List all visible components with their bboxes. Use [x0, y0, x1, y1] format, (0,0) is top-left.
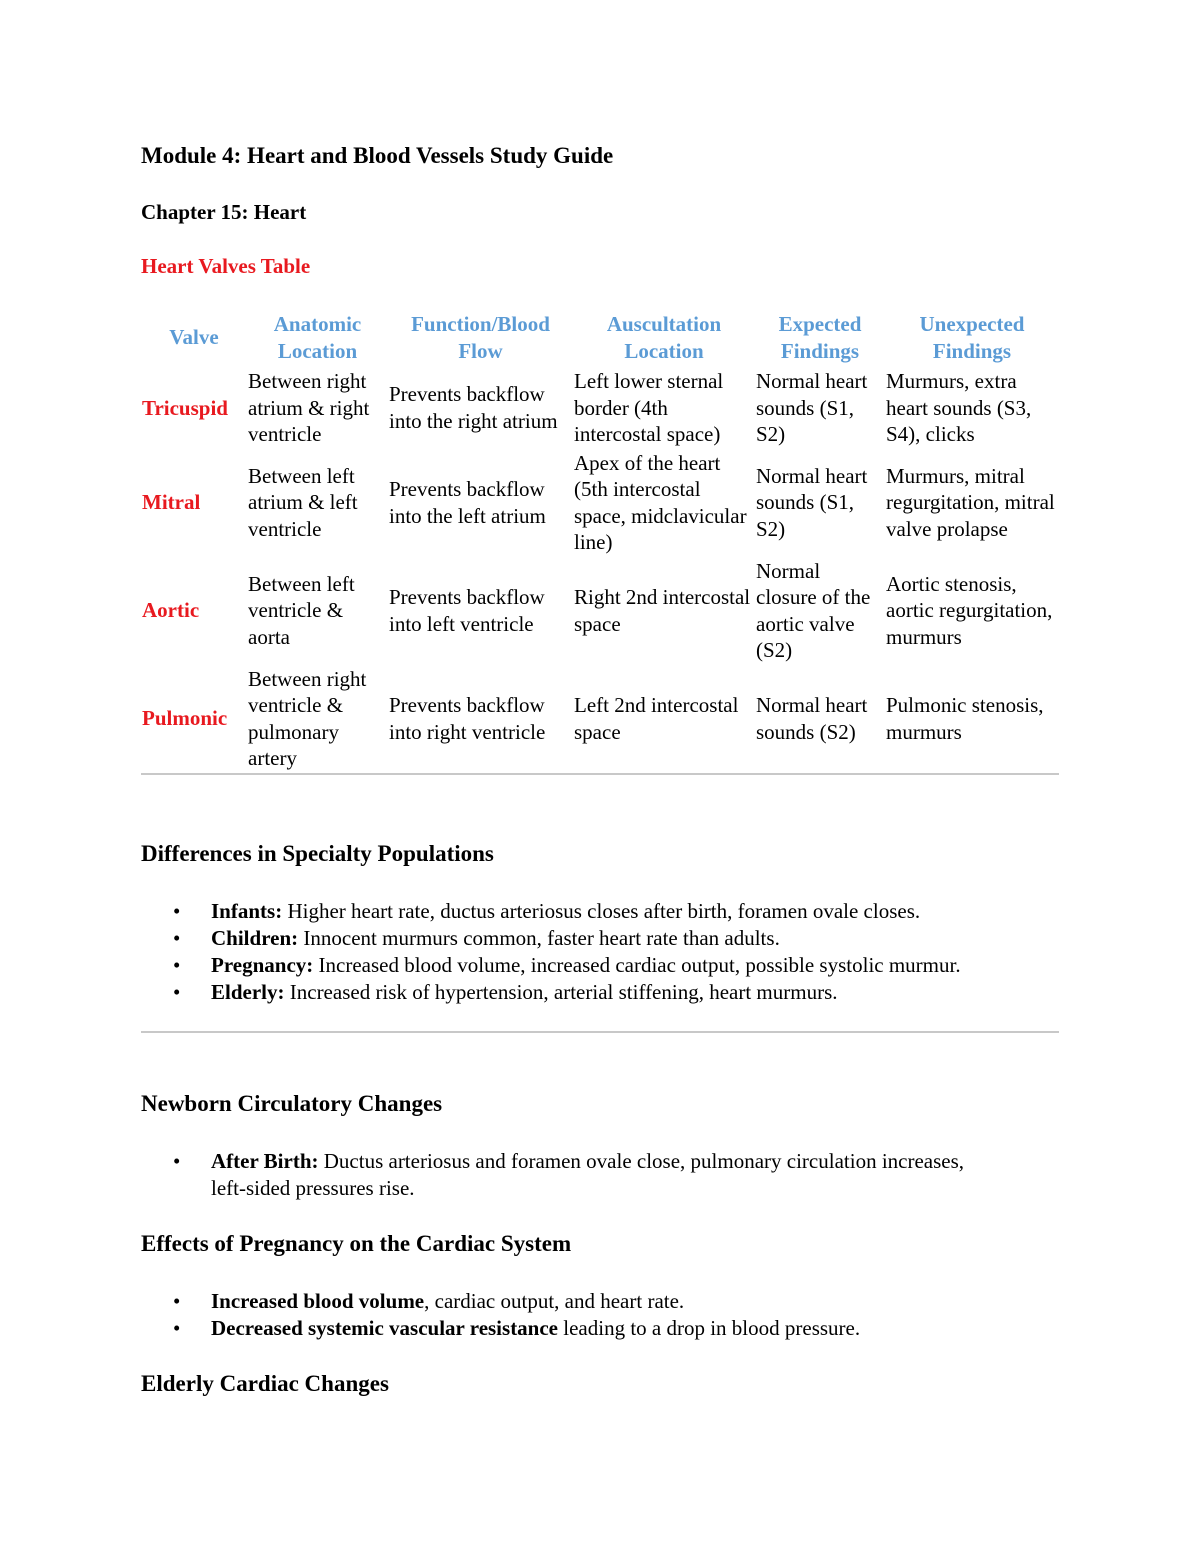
bullet-icon: • [173, 899, 181, 923]
list-item [141, 1288, 860, 1315]
item-label: Decreased systemic vascular resistance [211, 1316, 559, 1340]
item-label: Pregnancy: [211, 953, 314, 977]
valve-name: Aortic [142, 598, 200, 623]
function-cell: Prevents backflow into the right atrium [389, 382, 558, 433]
function-cell: Prevents backflow into left ventricle [389, 585, 545, 636]
item-text: leading to a drop in blood pressure. [558, 1316, 861, 1340]
item-label: Elderly: [211, 980, 285, 1004]
chapter-heading: Chapter 15: Heart [141, 200, 307, 224]
expected-findings-cell: Normal heart sounds (S1, S2) [756, 463, 868, 541]
function-cell: Prevents backflow into right ventricle [388, 665, 573, 774]
expected-findings-cell: Normal heart sounds (S2) [755, 665, 885, 774]
newborn-list [141, 1148, 964, 1202]
auscultation-cell: Right 2nd intercostal space [574, 585, 751, 636]
unexpected-findings-cell: Murmurs, extra heart sounds (S3, S4), clicks [886, 369, 1032, 446]
section-title: Newborn Circulatory Changes [141, 1091, 443, 1116]
section-title: Effects of Pregnancy on the Cardiac System [141, 1231, 572, 1256]
table-row [141, 665, 1059, 774]
list-item [141, 979, 961, 1006]
table-row [141, 367, 1059, 449]
heart-valves-table [141, 311, 1059, 775]
item-text: Ductus arteriosus and foramen ovale close, pulmonary circulation increases, [318, 1149, 965, 1173]
bullet-icon: • [173, 926, 181, 950]
unexpected-findings-cell: Murmurs, mitral regurgitation, mitral valve prolapse [886, 463, 1055, 541]
valve-name: Pulmonic [141, 665, 247, 774]
header-expected-findings: Expected Findings [778, 312, 862, 363]
valve-name: Tricuspid [142, 395, 228, 420]
header-auscultation-location: Auscultation Location [606, 312, 722, 363]
bullet-icon: • [173, 1149, 181, 1173]
auscultation-cell: Left lower sternal border (4th intercostal space) [574, 369, 724, 446]
header-function-blood-flow: Function/Blood Flow [411, 312, 550, 363]
bullet-icon: • [173, 980, 181, 1004]
auscultation-cell: Apex of the heart (5th intercostal space, midclavicular line) [574, 450, 747, 554]
list-item [141, 898, 961, 925]
item-text: , cardiac output, and heart rate. [424, 1289, 685, 1313]
unexpected-findings-cell: Aortic stenosis, aortic regurgitation, murmurs [886, 571, 1053, 649]
expected-findings-cell: Normal closure of the aortic valve (S2) [756, 558, 871, 662]
item-label: Increased blood volume [211, 1289, 425, 1313]
item-label: Children: [211, 926, 299, 950]
horizontal-divider [141, 1031, 1059, 1033]
anatomic-location-cell: Between left ventricle & aorta [248, 571, 355, 649]
valve-name: Mitral [142, 490, 201, 515]
pregnancy-list [141, 1288, 860, 1342]
anatomic-location-cell: Between right atrium & right ventricle [248, 369, 370, 446]
pregnancy-section [141, 1231, 571, 1257]
bullet-icon: • [173, 1316, 181, 1340]
header-anatomic-location: Anatomic Location [273, 312, 362, 363]
unexpected-findings-cell: Pulmonic stenosis, murmurs [885, 665, 1059, 774]
header-valve: Valve [169, 325, 219, 350]
anatomic-location-cell: Between left atrium & left ventricle [248, 463, 358, 541]
section-title: Elderly Cardiac Changes [141, 1371, 389, 1396]
header-unexpected-findings: Unexpected Findings [919, 312, 1025, 363]
item-text: Innocent murmurs common, faster heart rate than adults. [298, 926, 780, 950]
list-item [141, 952, 961, 979]
document-title: Module 4: Heart and Blood Vessels Study Guide [141, 143, 614, 168]
elderly-section [141, 1371, 389, 1397]
section-title: Differences in Specialty Populations [141, 841, 494, 866]
item-text: Increased risk of hypertension, arterial stiffening, heart murmurs. [284, 980, 838, 1004]
item-label: After Birth: [211, 1149, 319, 1173]
table-row [141, 557, 1059, 665]
bullet-icon: • [173, 953, 181, 977]
expected-findings-cell: Normal heart sounds (S1, S2) [756, 369, 868, 446]
bullet-icon: • [173, 1289, 181, 1313]
item-text: Higher heart rate, ductus arteriosus closes after birth, foramen ovale closes. [282, 899, 921, 923]
table-header-row [141, 311, 1059, 367]
specialty-list [141, 898, 961, 1006]
anatomic-location-cell: Between right ventricle & pulmonary artery [247, 665, 388, 774]
table-row [141, 449, 1059, 557]
item-text-continued: left-sided pressures rise. [211, 1176, 415, 1200]
auscultation-cell: Left 2nd intercostal space [573, 665, 755, 774]
specialty-section [141, 841, 494, 867]
list-item [141, 925, 961, 952]
function-cell: Prevents backflow into the left atrium [389, 477, 546, 528]
list-item [141, 1148, 964, 1202]
item-text: Increased blood volume, increased cardiac output, possible systolic murmur. [313, 953, 961, 977]
table-title: Heart Valves Table [141, 254, 311, 278]
item-label: Infants: [211, 899, 283, 923]
newborn-section [141, 1091, 442, 1117]
list-item [141, 1315, 860, 1342]
